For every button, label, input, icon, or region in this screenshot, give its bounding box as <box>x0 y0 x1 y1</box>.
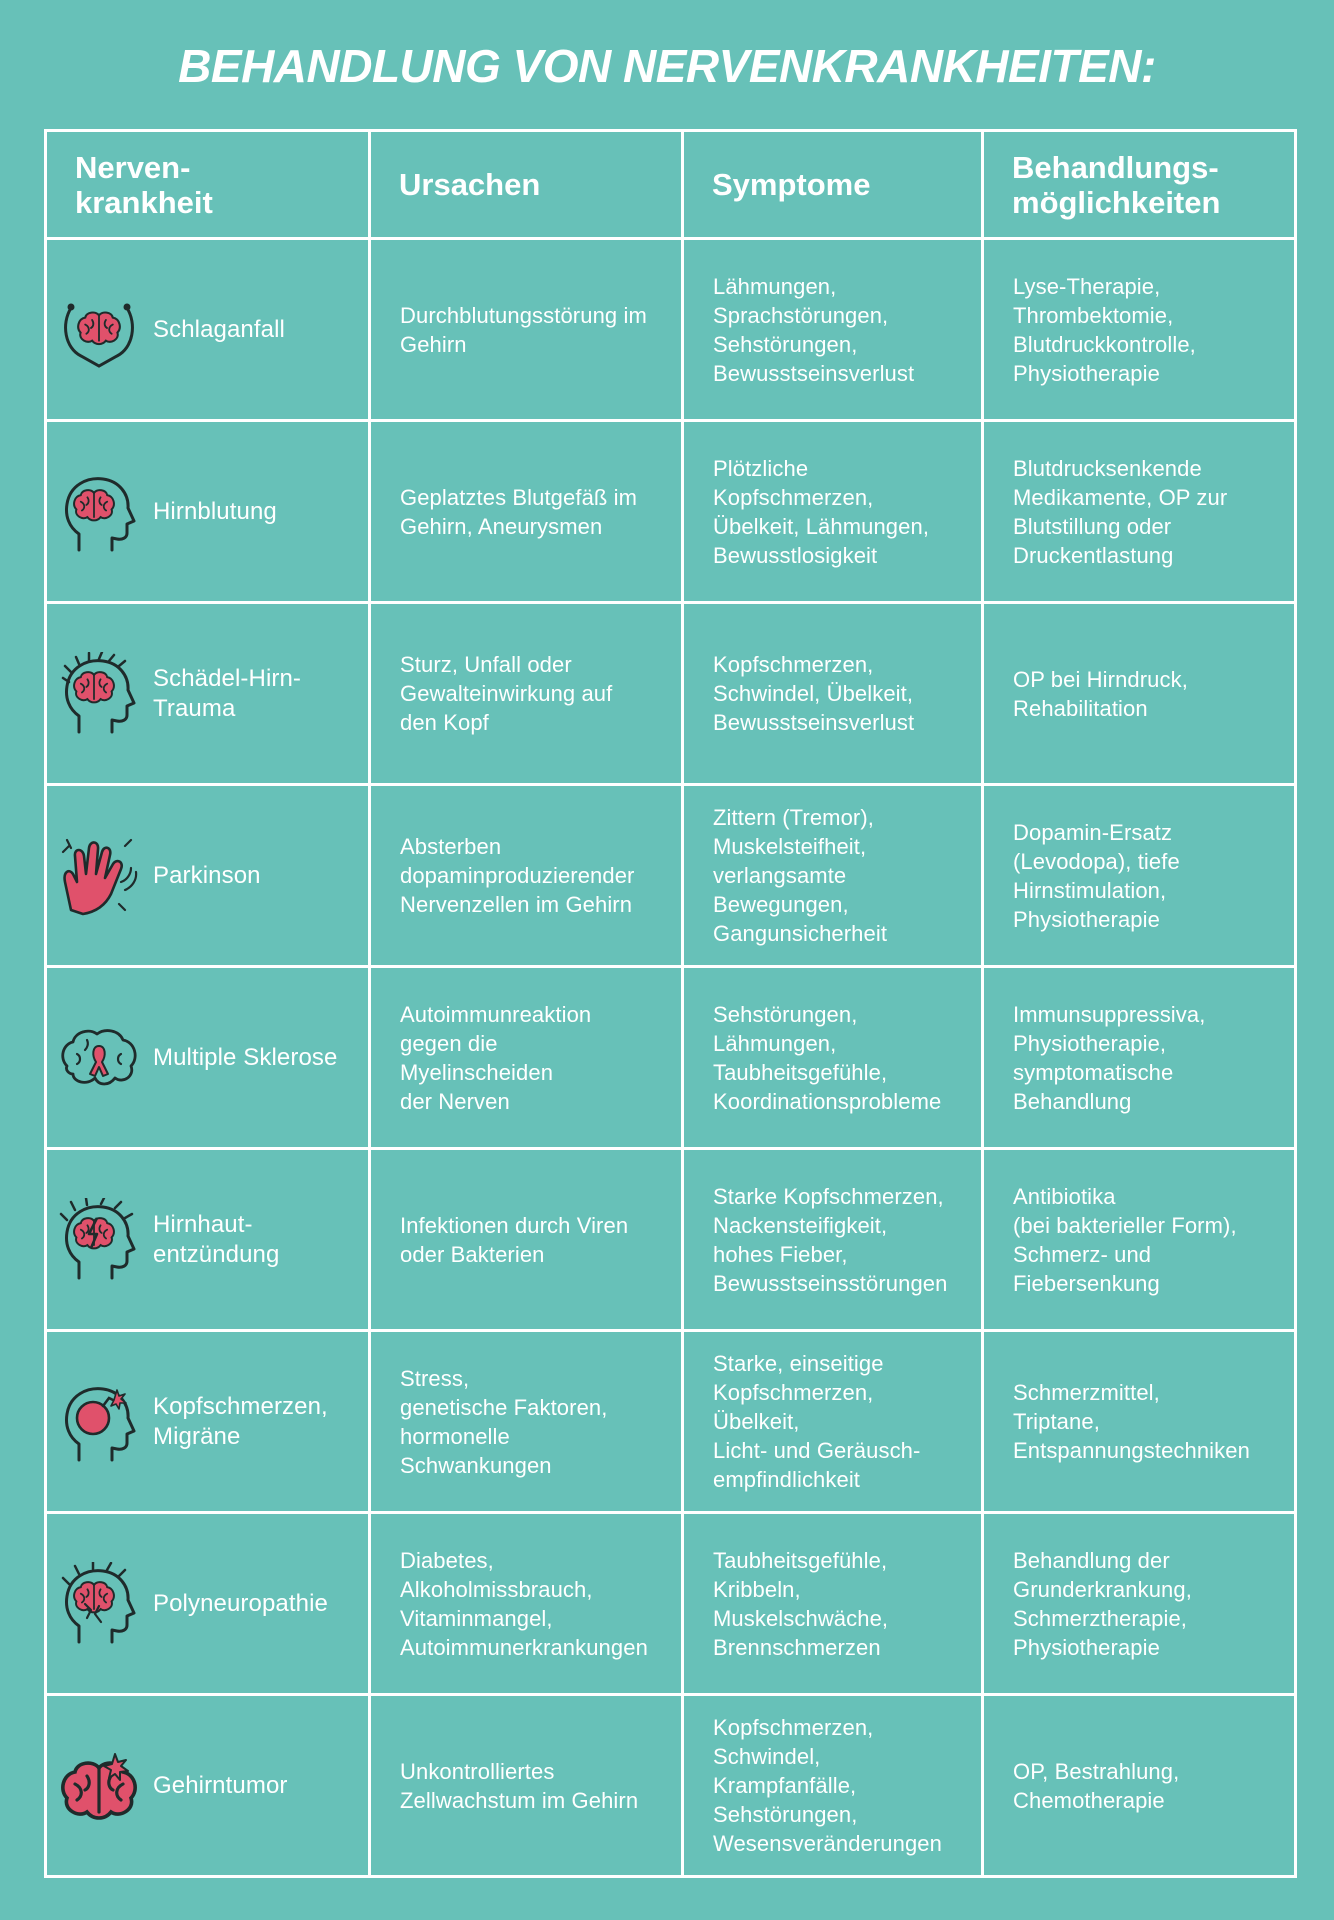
disease-cell <box>46 421 370 603</box>
disease-name: Parkinson <box>153 861 261 889</box>
treatment-cell: Blutdrucksenkende Medikamente, OP zur Blutstillung oder Druckentlastung <box>983 421 1296 603</box>
symptoms-cell: Kopfschmerzen, Schwindel, Übelkeit, Bewusstseinsverlust <box>683 603 983 785</box>
disease-cell <box>46 239 370 421</box>
header-causes: Ursachen <box>370 131 683 239</box>
brain-ribbon-icon <box>59 1016 139 1100</box>
disease-cell <box>46 1695 370 1877</box>
treatment-cell: Behandlung der Grunderkrankung, Schmerztherapie, Physiotherapie <box>983 1513 1296 1695</box>
table-row <box>46 1149 1296 1331</box>
symptoms-cell: Starke, einseitige Kopfschmerzen, Übelkeit, Licht- und Geräusch- empfindlichkeit <box>683 1331 983 1513</box>
disease-cell <box>46 967 370 1149</box>
table-row <box>46 1331 1296 1513</box>
causes-cell: Autoimmunreaktion gegen die Myelinscheiden der Nerven <box>370 967 683 1149</box>
disease-name: Schädel-Hirn- Trauma <box>153 664 302 722</box>
table-row <box>46 785 1296 967</box>
table-header-row <box>46 131 1296 239</box>
table-row <box>46 603 1296 785</box>
symptoms-cell: Sehstörungen, Lähmungen, Taubheitsgefühle, Koordinationsprobleme <box>683 967 983 1149</box>
stethoscope-brain-icon <box>59 288 139 372</box>
header-disease: Nerven- krankheit <box>46 131 370 239</box>
causes-cell: Durchblutungsstörung im Gehirn <box>370 239 683 421</box>
head-nerves-icon <box>59 1562 139 1646</box>
brain-tumor-icon <box>59 1744 139 1828</box>
header-symptoms: Symptome <box>683 131 983 239</box>
disease-name: Hirnhaut- entzündung <box>153 1210 280 1268</box>
disease-cell <box>46 603 370 785</box>
disease-name: Multiple Sklerose <box>153 1043 338 1071</box>
table-row <box>46 421 1296 603</box>
disease-cell <box>46 1149 370 1331</box>
head-lightning-icon <box>59 1198 139 1282</box>
head-bomb-icon <box>59 1380 139 1464</box>
symptoms-cell: Zittern (Tremor), Muskelsteifheit, verlangsamte Bewegungen, Gangunsicherheit <box>683 785 983 967</box>
disease-table <box>44 129 1297 1878</box>
disease-name: Hirnblutung <box>153 497 277 525</box>
symptoms-cell: Kopfschmerzen, Schwindel, Krampfanfälle, Sehstörungen, Wesensveränderungen <box>683 1695 983 1877</box>
treatment-cell: Dopamin-Ersatz (Levodopa), tiefe Hirnstimulation, Physiotherapie <box>983 785 1296 967</box>
disease-cell <box>46 785 370 967</box>
causes-cell: Absterben dopaminproduzierender Nervenzellen im Gehirn <box>370 785 683 967</box>
causes-cell: Unkontrolliertes Zellwachstum im Gehirn <box>370 1695 683 1877</box>
table-row <box>46 1695 1296 1877</box>
head-brain-icon <box>59 470 139 554</box>
causes-cell: Sturz, Unfall oder Gewalteinwirkung auf den Kopf <box>370 603 683 785</box>
treatment-cell: OP bei Hirndruck, Rehabilitation <box>983 603 1296 785</box>
table-row <box>46 239 1296 421</box>
disease-name: Schlaganfall <box>153 315 285 343</box>
treatment-cell: Schmerzmittel, Triptane, Entspannungstechniken <box>983 1331 1296 1513</box>
causes-cell: Geplatztes Blutgefäß im Gehirn, Aneurysmen <box>370 421 683 603</box>
treatment-cell: OP, Bestrahlung, Chemotherapie <box>983 1695 1296 1877</box>
treatment-cell: Lyse-Therapie, Thrombektomie, Blutdruckkontrolle, Physiotherapie <box>983 239 1296 421</box>
causes-cell: Diabetes, Alkoholmissbrauch, Vitaminmangel, Autoimmunerkrankungen <box>370 1513 683 1695</box>
head-injury-icon <box>59 652 139 736</box>
symptoms-cell: Plötzliche Kopfschmerzen, Übelkeit, Lähmungen, Bewusstlosigkeit <box>683 421 983 603</box>
disease-name: Polyneuropathie <box>153 1589 328 1617</box>
causes-cell: Infektionen durch Viren oder Bakterien <box>370 1149 683 1331</box>
disease-cell <box>46 1331 370 1513</box>
table-row <box>46 967 1296 1149</box>
symptoms-cell: Taubheitsgefühle, Kribbeln, Muskelschwäche, Brennschmerzen <box>683 1513 983 1695</box>
treatment-cell: Antibiotika (bei bakterieller Form), Schmerz- und Fiebersenkung <box>983 1149 1296 1331</box>
treatment-cell: Immunsuppressiva, Physiotherapie, symptomatische Behandlung <box>983 967 1296 1149</box>
symptoms-cell: Lähmungen, Sprachstörungen, Sehstörungen, Bewusstseinsverlust <box>683 239 983 421</box>
causes-cell: Stress, genetische Faktoren, hormonelle Schwankungen <box>370 1331 683 1513</box>
page-title: BEHANDLUNG VON NERVENKRANKHEITEN: <box>178 40 1156 92</box>
disease-name: Kopfschmerzen, Migräne <box>153 1392 328 1450</box>
header-treatment: Behandlungs- möglichkeiten <box>983 131 1296 239</box>
trembling-hand-icon <box>59 834 139 918</box>
table-row <box>46 1513 1296 1695</box>
disease-name: Gehirntumor <box>153 1771 288 1799</box>
disease-cell <box>46 1513 370 1695</box>
symptoms-cell: Starke Kopfschmerzen, Nackensteifigkeit, hohes Fieber, Bewusstseinsstörungen <box>683 1149 983 1331</box>
